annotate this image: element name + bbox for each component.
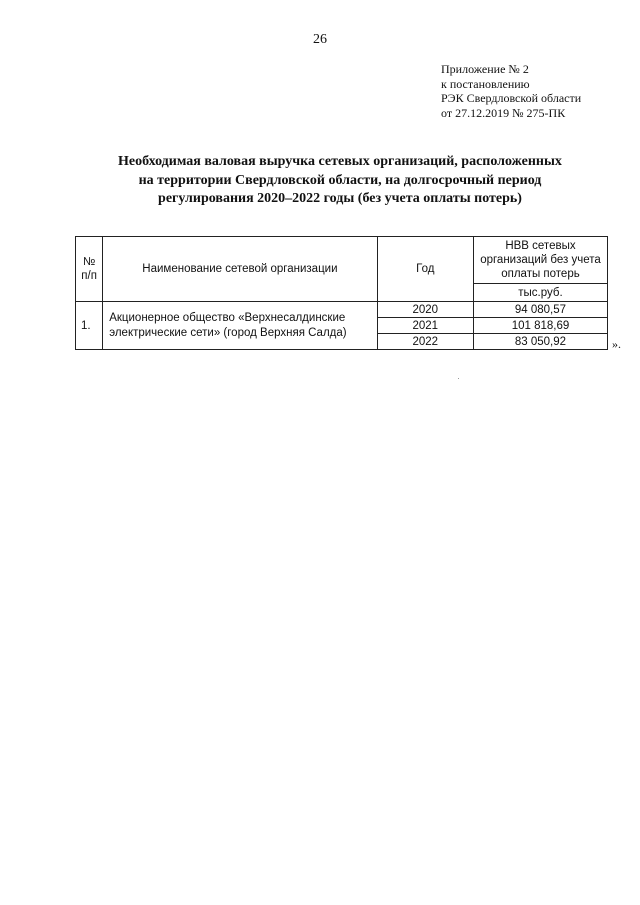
appendix-line: к постановлению xyxy=(441,76,530,91)
header-unit: тыс.руб. xyxy=(473,284,607,302)
closing-quote: ». xyxy=(612,337,621,351)
appendix-line: РЭК Свердловской области xyxy=(441,91,582,105)
scan-speck xyxy=(458,378,459,379)
document-title xyxy=(60,153,620,209)
year-cell: 2020 xyxy=(377,302,473,318)
header-value: НВВ сетевых организаций без учета оплаты потерь xyxy=(473,237,607,284)
appendix-line: Приложение № 2 xyxy=(441,62,529,76)
title-line: на территории Свердловской области, на долгосрочный период xyxy=(138,172,542,188)
table-header-row xyxy=(76,237,608,284)
appendix-block xyxy=(441,62,581,120)
table-row xyxy=(76,302,608,318)
year-cell: 2021 xyxy=(377,318,473,334)
header-year: Год xyxy=(377,237,473,302)
value-cell: 101 818,69 xyxy=(473,318,607,334)
header-name: Наименование сетевой организации xyxy=(103,237,377,302)
title-line: регулирования 2020–2022 годы (без учета оплаты потерь) xyxy=(158,191,522,206)
title-line: Необходимая валовая выручка сетевых организаций, расположенных xyxy=(118,154,562,169)
nvv-table xyxy=(75,236,608,350)
value-cell: 94 080,57 xyxy=(473,302,607,318)
appendix-line: от 27.12.2019 № 275-ПК xyxy=(441,105,566,120)
organization-name: Акционерное общество «Верхнесалдинские электрические сети» (город Верхняя Салда) xyxy=(103,302,377,350)
page-number: 26 xyxy=(313,32,327,47)
row-number: 1. xyxy=(76,302,103,350)
value-cell: 83 050,92 xyxy=(473,334,607,350)
year-cell: 2022 xyxy=(377,334,473,350)
header-num: № п/п xyxy=(76,237,103,302)
